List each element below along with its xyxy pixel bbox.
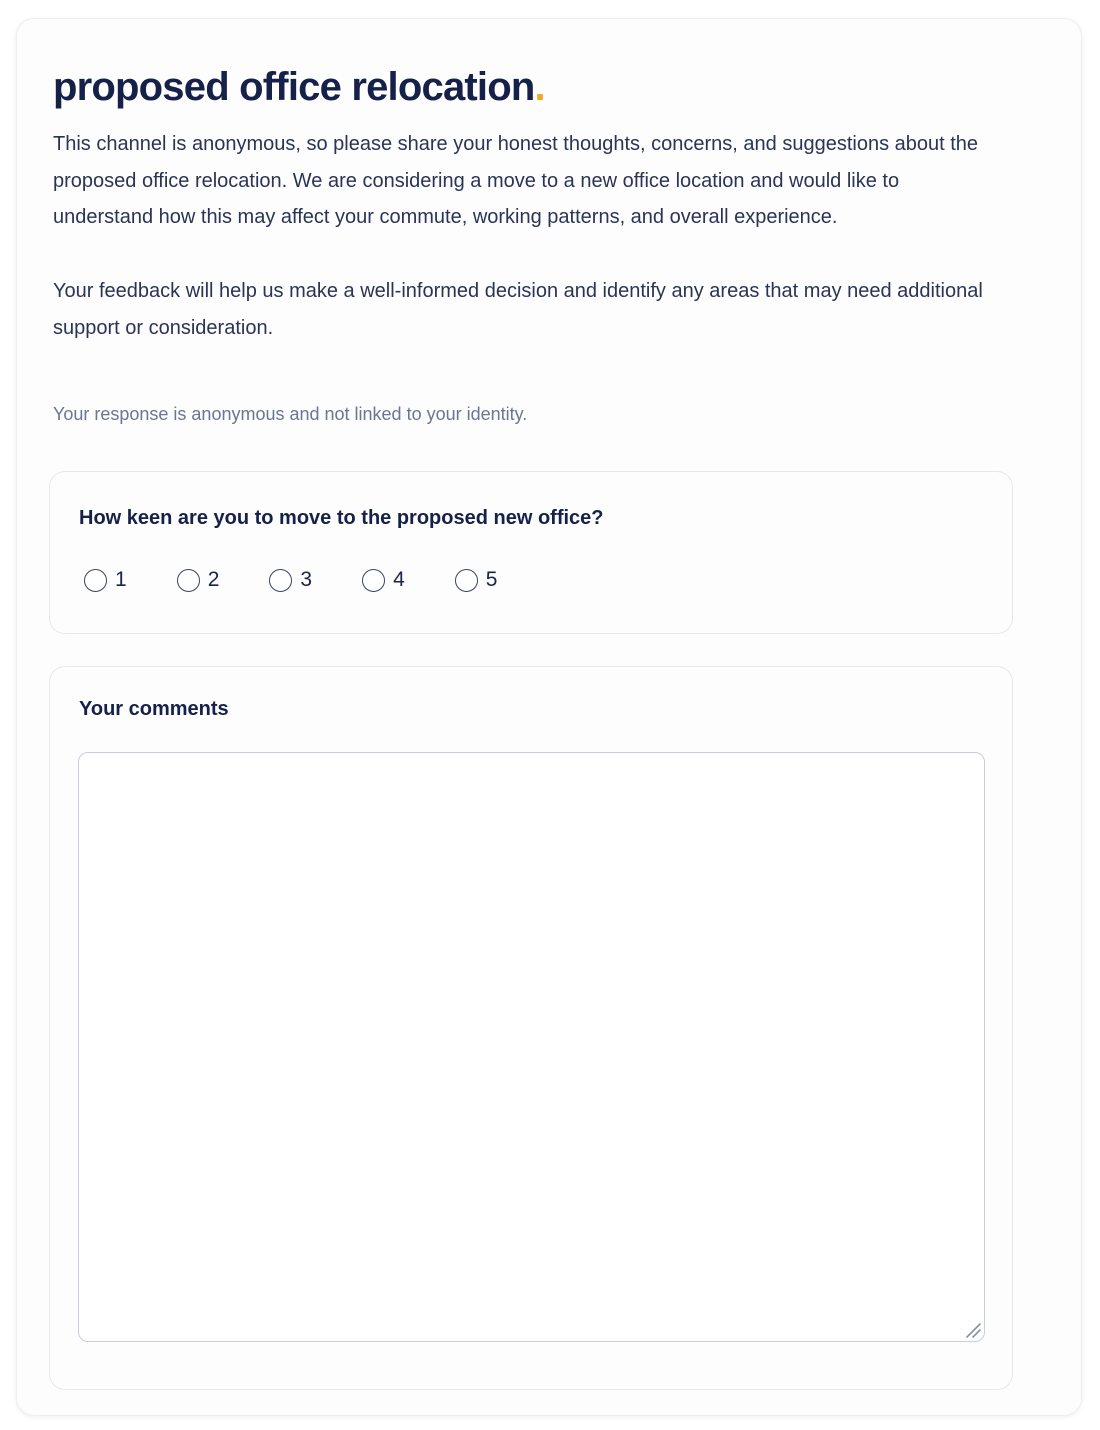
rating-option-label: 2 <box>207 568 220 591</box>
comments-card <box>49 666 1013 1390</box>
radio-button-4[interactable] <box>362 569 385 592</box>
comments-label: Your comments <box>79 698 229 720</box>
rating-option-label: 1 <box>115 568 127 591</box>
rating-question-card <box>49 471 1013 634</box>
rating-option-4[interactable] <box>362 568 405 592</box>
anonymity-note: Your response is anonymous and not linked to your identity. <box>53 404 528 424</box>
radio-button-5[interactable] <box>455 569 478 592</box>
rating-option-label: 4 <box>393 568 405 591</box>
radio-button-2[interactable] <box>177 569 200 592</box>
resize-handle-icon[interactable] <box>964 1321 982 1339</box>
rating-radio-group <box>84 568 547 592</box>
comments-textarea[interactable] <box>78 752 985 1342</box>
intro-paragraph-1: This channel is anonymous, so please share your honest thoughts, concerns, and suggestions about the proposed office relocation. We are considering a move to a new office location and would like to understand how this may affect your commute, working patterns, and overall experience. <box>53 133 979 229</box>
rating-option-label: 5 <box>485 568 498 591</box>
rating-option-3[interactable] <box>269 568 312 592</box>
page-title-text: proposed office relocation <box>53 65 535 109</box>
rating-option-5[interactable] <box>455 568 498 592</box>
radio-button-3[interactable] <box>269 569 292 592</box>
rating-option-1[interactable] <box>84 568 127 592</box>
survey-card <box>16 18 1082 1416</box>
question-label: How keen are you to move to the proposed new office? <box>79 507 604 529</box>
intro-text <box>53 126 983 347</box>
rating-option-label: 3 <box>300 568 313 591</box>
intro-paragraph-2: Your feedback will help us make a well-informed decision and identify any areas that may need additional support or consideration. <box>53 280 983 339</box>
title-accent-dot: . <box>534 65 545 109</box>
rating-option-2[interactable] <box>177 568 220 592</box>
page-title <box>53 63 545 111</box>
radio-button-1[interactable] <box>84 569 107 592</box>
